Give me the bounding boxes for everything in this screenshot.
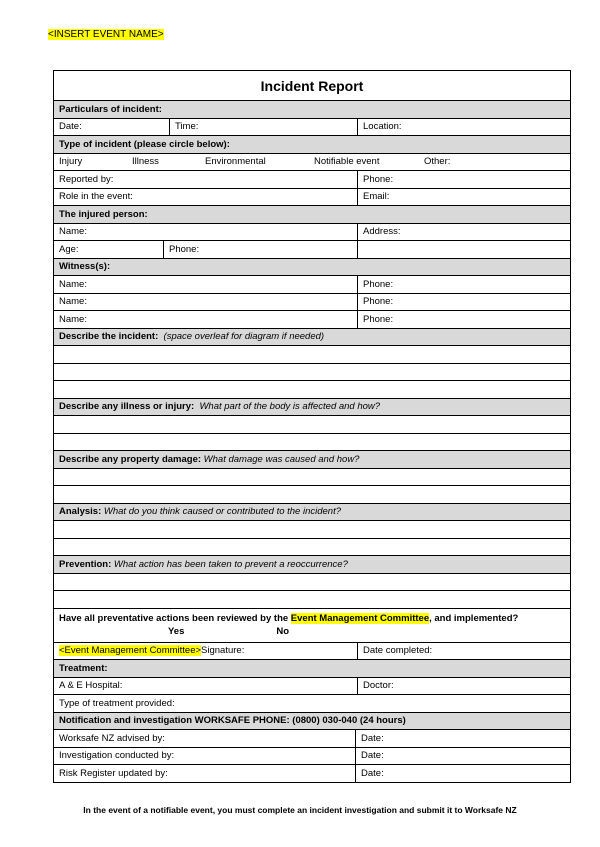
type-option-injury[interactable]: Injury xyxy=(59,156,83,168)
particulars-row xyxy=(54,118,570,136)
analysis-line[interactable] xyxy=(54,538,570,556)
property-line[interactable] xyxy=(54,468,570,486)
reporter-email-field[interactable]: Email: xyxy=(357,189,570,206)
role-row xyxy=(54,188,570,206)
investigation-date-field[interactable]: Date: xyxy=(355,748,570,765)
witness-row xyxy=(54,293,570,311)
type-option-notifiable[interactable]: Notifiable event xyxy=(314,156,380,168)
date-completed-field[interactable]: Date completed: xyxy=(357,643,570,660)
investigation-row xyxy=(54,747,570,765)
particulars-heading: Particulars of incident: xyxy=(54,100,570,118)
describe-incident-line[interactable] xyxy=(54,363,570,381)
type-heading: Type of incident (please circle below): xyxy=(54,135,570,153)
signature-row xyxy=(54,642,570,660)
review-no-option[interactable]: No xyxy=(276,626,290,637)
witness-phone-field[interactable]: Phone: xyxy=(357,311,570,328)
treatment-type-row xyxy=(54,694,570,712)
witness-name-field[interactable]: Name: xyxy=(59,296,87,308)
worksafe-advised-field[interactable]: Worksafe NZ advised by: xyxy=(59,732,165,744)
describe-incident-heading: Describe the incident: (space overleaf for diagram if needed) xyxy=(54,328,570,346)
injured-heading: The injured person: xyxy=(54,205,570,223)
illness-line[interactable] xyxy=(54,415,570,433)
investigation-field[interactable]: Investigation conducted by: xyxy=(59,750,175,762)
illness-line[interactable] xyxy=(54,433,570,451)
form-title: Incident Report xyxy=(260,77,364,94)
footer-notice: In the event of a notifiable event, you must complete an incident investigation and submit it to Worksafe NZ xyxy=(83,805,517,815)
hospital-field[interactable]: A & E Hospital: xyxy=(59,680,123,692)
location-field[interactable]: Location: xyxy=(357,119,570,136)
worksafe-advised-row xyxy=(54,729,570,747)
injured-name-field[interactable]: Name: xyxy=(59,226,87,238)
review-question: Have all preventative actions been reviewed by the Event Management Committee, and implemented? Yes No xyxy=(54,608,570,642)
reported-by-field[interactable]: Reported by: xyxy=(59,173,114,185)
describe-incident-line[interactable] xyxy=(54,380,570,398)
type-option-environmental[interactable]: Environmental xyxy=(205,156,266,168)
date-field[interactable]: Date: xyxy=(59,121,82,133)
property-line[interactable] xyxy=(54,485,570,503)
witness-phone-field[interactable]: Phone: xyxy=(357,294,570,311)
prevention-heading: Prevention: What action has been taken to prevent a reoccurrence? xyxy=(54,555,570,573)
review-yes-option[interactable]: Yes xyxy=(168,626,185,637)
witness-name-field[interactable]: Name: xyxy=(59,313,87,325)
risk-register-row xyxy=(54,764,570,782)
incident-report-form xyxy=(53,70,571,783)
risk-register-field[interactable]: Risk Register updated by: xyxy=(59,767,168,779)
type-option-other[interactable]: Other: xyxy=(424,156,451,168)
illness-heading: Describe any illness or injury: What part of the body is affected and how? xyxy=(54,398,570,416)
reporter-phone-field[interactable]: Phone: xyxy=(357,171,570,188)
committee-placeholder: <Event Management Committee> xyxy=(59,645,202,657)
event-name-placeholder: <INSERT EVENT NAME> xyxy=(48,29,164,40)
analysis-line[interactable] xyxy=(54,520,570,538)
worksafe-advised-date-field[interactable]: Date: xyxy=(355,730,570,747)
witness-row xyxy=(54,275,570,293)
injured-phone-field[interactable]: Phone: xyxy=(163,241,357,258)
role-field[interactable]: Role in the event: xyxy=(59,191,133,203)
hospital-row xyxy=(54,677,570,695)
describe-incident-line[interactable] xyxy=(54,345,570,363)
injured-age-row xyxy=(54,240,570,258)
notification-heading: Notification and investigation WORKSAFE PHONE: (0800) 030-040 (24 hours) xyxy=(54,712,570,730)
witness-heading: Witness(s): xyxy=(54,258,570,276)
committee-highlight: Event Management Committee xyxy=(290,613,430,624)
prevention-line[interactable] xyxy=(54,590,570,608)
doctor-field[interactable]: Doctor: xyxy=(357,678,570,695)
treatment-heading: Treatment: xyxy=(54,659,570,677)
treatment-type-field[interactable]: Type of treatment provided: xyxy=(59,697,175,709)
signature-field[interactable]: <Event Management Committee> Signature: xyxy=(59,645,245,657)
risk-register-date-field[interactable]: Date: xyxy=(355,765,570,782)
type-option-illness[interactable]: Illness xyxy=(132,156,159,168)
witness-phone-field[interactable]: Phone: xyxy=(357,276,570,293)
property-heading: Describe any property damage: What damage was caused and how? xyxy=(54,450,570,468)
witness-name-field[interactable]: Name: xyxy=(59,278,87,290)
injured-age-field[interactable]: Age: xyxy=(59,243,79,255)
prevention-line[interactable] xyxy=(54,573,570,591)
analysis-heading: Analysis: What do you think caused or contributed to the incident? xyxy=(54,503,570,521)
witness-row xyxy=(54,310,570,328)
reported-by-row xyxy=(54,170,570,188)
type-options-row xyxy=(54,153,570,171)
time-field[interactable]: Time: xyxy=(169,119,357,136)
injured-name-row xyxy=(54,223,570,241)
injured-address-field[interactable]: Address: xyxy=(357,224,570,241)
